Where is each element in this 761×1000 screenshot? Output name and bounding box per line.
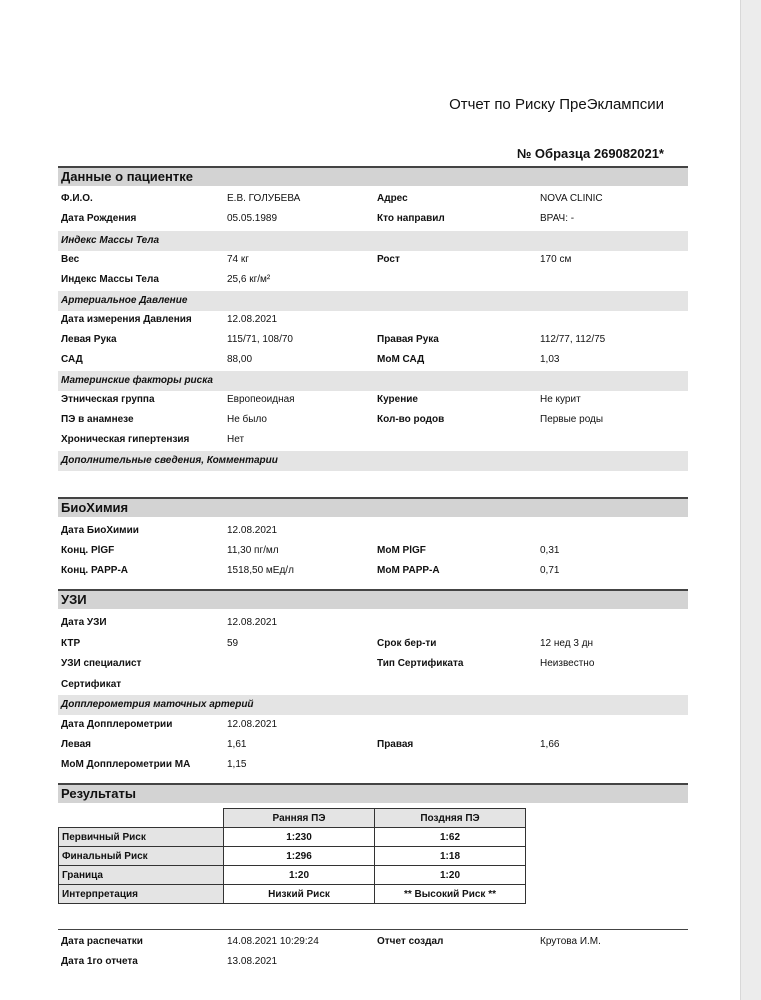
result-early-value: 1:296 (224, 847, 375, 866)
mom-papp-value: 0,71 (540, 565, 560, 576)
cert-label: Сертификат (61, 679, 122, 690)
ultrasound-section-header: УЗИ (58, 589, 688, 609)
table-row (59, 847, 526, 866)
result-row-label: Граница (59, 866, 224, 885)
doppler-subheader: Допплерометрия маточных артерий (58, 695, 688, 715)
results-table (58, 808, 526, 904)
bmi-subheader: Индекс Массы Тела (58, 231, 688, 251)
table-row (59, 885, 526, 904)
left-arm-label: Левая Рука (61, 334, 117, 345)
cert-type-label: Тип Сертификата (377, 658, 464, 669)
papp-label: Конц. PAPP-A (61, 565, 128, 576)
bp-date-label: Дата измерения Давления (61, 314, 192, 325)
row-fio (0, 189, 740, 209)
results-corner (59, 809, 224, 828)
row-ethnic (0, 390, 740, 410)
referrer-value: ВРАЧ: - (540, 213, 575, 224)
report-title: Отчет по Риску ПреЭклампсии (449, 96, 664, 113)
row-crl (0, 634, 740, 654)
result-late-value: ** Высокий Риск ** (375, 885, 526, 904)
mom-plgf-value: 0,31 (540, 545, 560, 556)
referrer-label: Кто направил (377, 213, 445, 224)
comments-subheader: Дополнительные сведения, Комментарии (58, 451, 688, 471)
result-early-value: Низкий Риск (224, 885, 375, 904)
us-date-label: Дата УЗИ (61, 617, 107, 628)
print-date-label: Дата распечатки (61, 936, 143, 947)
row-cert (0, 675, 740, 695)
table-row (59, 866, 526, 885)
fio-value: Е.В. ГОЛУБЕВА (227, 193, 301, 204)
parity-value: Первые роды (540, 414, 604, 425)
row-papp (0, 561, 740, 581)
col-early-header: Ранняя ПЭ (224, 809, 375, 828)
bmi-value: 25,6 кг/м² (227, 274, 271, 285)
row-bmi (0, 270, 740, 290)
row-map (0, 350, 740, 370)
print-date-value: 14.08.2021 10:29:24 (227, 936, 319, 947)
biochem-section-header: БиоХимия (58, 497, 688, 517)
crl-value: 59 (227, 638, 239, 649)
biochem-date-value: 12.08.2021 (227, 525, 278, 536)
mom-map-value: 1,03 (540, 354, 560, 365)
doppler-left-value: 1,61 (227, 739, 247, 750)
doppler-right-label: Правая (377, 739, 414, 750)
fio-label: Ф.И.О. (61, 193, 93, 204)
row-specialist (0, 654, 740, 674)
ethnic-value: Европеоидная (227, 394, 295, 405)
address-value: NOVA CLINIC (540, 193, 603, 204)
first-report-label: Дата 1го отчета (61, 956, 138, 967)
mom-plgf-label: МоМ PlGF (377, 545, 426, 556)
result-row-label: Первичный Риск (59, 828, 224, 847)
mom-doppler-value: 1,15 (227, 759, 247, 770)
plgf-label: Конц. PlGF (61, 545, 115, 556)
maternal-subheader: Материнские факторы риска (58, 371, 688, 391)
row-mom-doppler (0, 755, 740, 775)
row-print-date (0, 932, 740, 952)
row-doppler-date (0, 715, 740, 735)
author-label: Отчет создал (377, 936, 444, 947)
first-report-value: 13.08.2021 (227, 956, 278, 967)
row-arms (0, 330, 740, 350)
cert-type-value: Неизвестно (540, 658, 595, 669)
col-late-header: Поздняя ПЭ (375, 809, 526, 828)
results-section-header: Результаты (58, 783, 688, 803)
doppler-right-value: 1,66 (540, 739, 560, 750)
dob-value: 05.05.1989 (227, 213, 278, 224)
height-label: Рост (377, 254, 400, 265)
author-value: Крутова И.М. (540, 936, 601, 947)
mom-papp-label: МоМ PAPP-A (377, 565, 440, 576)
crl-label: КТР (61, 638, 81, 649)
height-value: 170 см (540, 254, 572, 265)
biochem-date-label: Дата БиоХимии (61, 525, 139, 536)
bp-subheader: Артериальное Давление (58, 291, 688, 311)
result-row-label: Финальный Риск (59, 847, 224, 866)
left-arm-value: 115/71, 108/70 (227, 334, 293, 345)
doppler-date-label: Дата Допплерометрии (61, 719, 173, 730)
result-row-label: Интерпретация (59, 885, 224, 904)
doppler-date-value: 12.08.2021 (227, 719, 278, 730)
mom-doppler-label: МоМ Допплерометрии МА (61, 759, 191, 770)
ga-value: 12 нед 3 дн (540, 638, 594, 649)
pe-history-value: Не было (227, 414, 267, 425)
footer-divider (58, 929, 688, 930)
ga-label: Срок бер-ти (377, 638, 437, 649)
row-plgf (0, 541, 740, 561)
parity-label: Кол-во родов (377, 414, 445, 425)
plgf-value: 11,30 пг/мл (227, 545, 279, 556)
pe-history-label: ПЭ в анамнезе (61, 414, 134, 425)
bmi-label: Индекс Массы Тела (61, 274, 159, 285)
results-header-row (59, 809, 526, 828)
chronic-htn-value: Нет (227, 434, 245, 445)
map-value: 88,00 (227, 354, 253, 365)
sample-number: № Образца 269082021* (516, 146, 664, 161)
smoking-label: Курение (377, 394, 418, 405)
us-date-value: 12.08.2021 (227, 617, 278, 628)
papp-value: 1518,50 мЕд/л (227, 565, 294, 576)
result-late-value: 1:18 (375, 847, 526, 866)
weight-value: 74 кг (227, 254, 249, 265)
row-chronic-htn (0, 430, 740, 450)
mom-map-label: МоМ САД (377, 354, 425, 365)
dob-label: Дата Рождения (61, 213, 137, 224)
smoking-value: Не курит (540, 394, 581, 405)
table-row (59, 828, 526, 847)
map-label: САД (61, 354, 83, 365)
address-label: Адрес (377, 193, 408, 204)
row-weight (0, 250, 740, 270)
patient-section-header: Данные о пациентке (58, 166, 688, 186)
result-early-value: 1:20 (224, 866, 375, 885)
result-late-value: 1:62 (375, 828, 526, 847)
row-first-report (0, 952, 740, 972)
row-us-date (0, 613, 740, 633)
result-early-value: 1:230 (224, 828, 375, 847)
ethnic-label: Этническая группа (61, 394, 155, 405)
row-dob (0, 209, 740, 229)
page-edge (741, 0, 761, 1000)
row-bp-date (0, 310, 740, 330)
chronic-htn-label: Хроническая гипертензия (61, 434, 190, 445)
bp-date-value: 12.08.2021 (227, 314, 278, 325)
row-doppler-lr (0, 735, 740, 755)
row-pe-history (0, 410, 740, 430)
weight-label: Вес (61, 254, 80, 265)
row-biochem-date (0, 521, 740, 541)
result-late-value: 1:20 (375, 866, 526, 885)
right-arm-label: Правая Рука (377, 334, 439, 345)
specialist-label: УЗИ специалист (61, 658, 142, 669)
right-arm-value: 112/77, 112/75 (540, 334, 606, 345)
doppler-left-label: Левая (61, 739, 91, 750)
